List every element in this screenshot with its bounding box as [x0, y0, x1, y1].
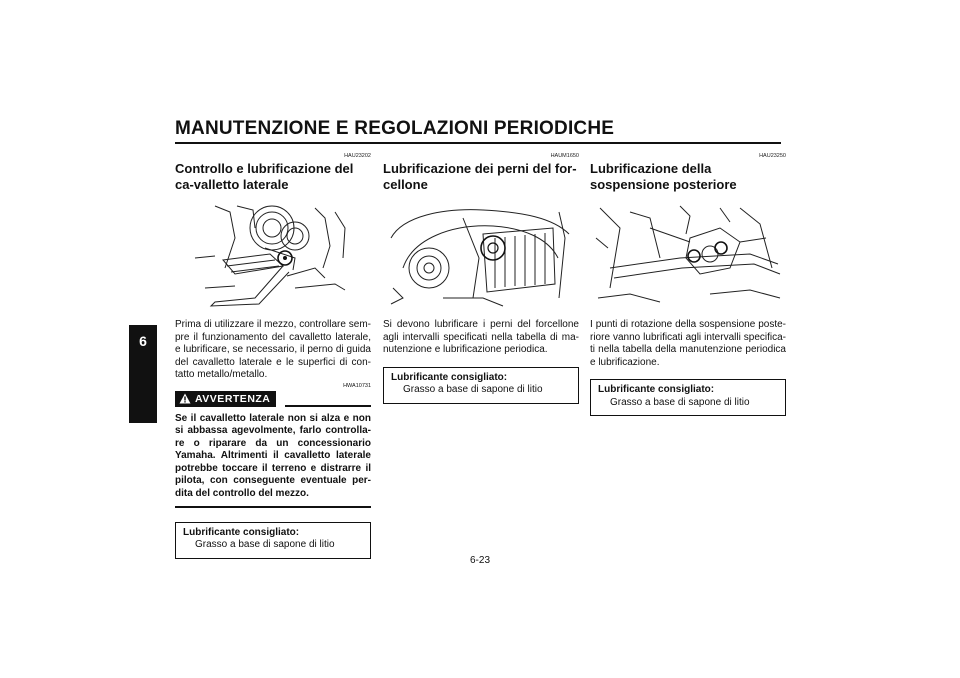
section-side-stand	[175, 153, 371, 559]
section-code: HAU23250	[759, 153, 786, 159]
lubricant-value: Grasso a base di sapone di litio	[195, 539, 335, 550]
side-stand-illustration	[175, 198, 371, 310]
section-swingarm-pivots	[383, 153, 579, 404]
warning-rule	[285, 405, 371, 407]
page-header	[175, 118, 781, 144]
section-body: I punti di rotazione della sospensione poste-riore vanno lubrificati agli intervalli specifica-ti nella tabella della manutenzione periodica e lubrificazione.	[590, 319, 786, 368]
header-rule	[175, 142, 781, 144]
section-title: Lubrificazione della sospensione posteriore	[590, 161, 737, 192]
warning-text: Se il cavalletto laterale non si alza e non si abbassa agevolmente, farlo controlla-re o riparare da un concessionario Yamaha. Altrimenti il cavalletto laterale potrebbe toccare il terreno e distrarre il pilota, con conseguente eventuale per-dita del controllo del mezzo.	[175, 412, 371, 499]
warning-label: AVVERTENZA	[195, 392, 271, 405]
lubricant-box	[175, 522, 371, 559]
lubricant-label: Lubrificante consigliato:	[183, 526, 300, 538]
section-body: Si devono lubrificare i perni del forcellone agli intervalli specificati nella tabella di ma-nutenzione e lubrificazione periodica.	[383, 319, 579, 355]
page-title: MANUTENZIONE E REGOLAZIONI PERIODICHE	[175, 118, 615, 139]
rear-suspension-illustration	[590, 198, 786, 310]
lubricant-box	[590, 379, 786, 416]
section-title: Lubrificazione dei perni del for-cellone	[383, 161, 577, 192]
page-number: 6-23	[469, 555, 490, 566]
lubricant-value: Grasso a base di sapone di litio	[610, 396, 750, 408]
lubricant-value: Grasso a base di sapone di litio	[403, 384, 543, 395]
section-body: Prima di utilizzare il mezzo, controllare sem-pre il funzionamento del cavalletto laterale, e lubrificare, se necessario, il perno di guida del cavalletto laterale e le superfici di con-tatto metallo/metallo.	[175, 319, 371, 380]
section-code: HAU23202	[344, 153, 371, 159]
lubricant-box	[383, 367, 579, 404]
warning-end-rule	[175, 506, 371, 508]
warning-triangle-icon	[179, 393, 191, 404]
section-title: Controllo e lubrificazione del ca-valletto laterale	[175, 161, 354, 192]
swingarm-pivot-illustration	[383, 198, 579, 310]
lubricant-label: Lubrificante consigliato:	[598, 384, 715, 395]
section-rear-suspension	[590, 153, 786, 416]
warning-banner	[175, 391, 276, 407]
section-code: HAUM1650	[550, 153, 579, 159]
chapter-tab[interactable]: 6	[129, 325, 157, 423]
warning-header	[175, 391, 371, 409]
lubricant-label: Lubrificante consigliato:	[391, 371, 508, 383]
warning-code: HWA10731	[343, 382, 371, 389]
